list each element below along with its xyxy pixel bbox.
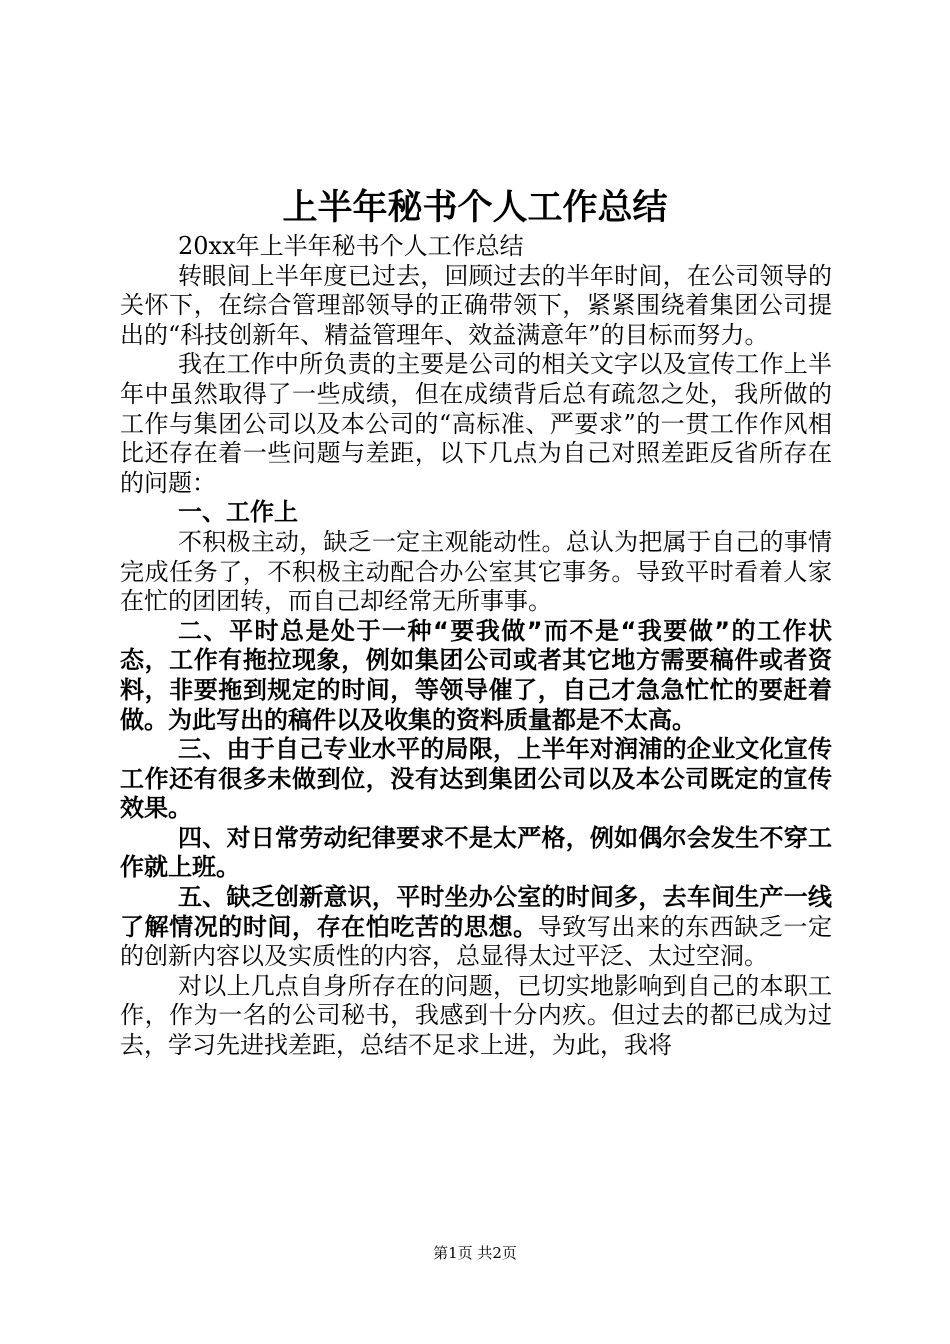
paragraph-initiative: 不积极主动，缺乏一定主观能动性。总认为把属于自己的事情完成任务了，不积极主动配合办公室其它事务。导致平时看着人家在忙的团团转，而自己却经常无所事事。 — [120, 527, 832, 616]
paragraph-intro: 转眼间上半年度已过去，回顾过去的半年时间，在公司领导的关怀下，在综合管理部领导的正确带领下，紧紧围绕着集团公司提出的“科技创新年、精益管理年、效益满意年”的目标而努力。 — [120, 261, 832, 349]
paragraph-conclusion: 对以上几点自身所存在的问题，已切实地影响到自己的本职工作，作为一名的公司秘书，我感到十分内疚。但过去的都已成为过去，学习先进找差距，总结不足求上进，为此，我将 — [120, 971, 832, 1060]
paragraph-subtitle: 20xx年上半年秘书个人工作总结 — [178, 232, 524, 260]
paragraph-responsibilities: 我在工作中所负责的主要是公司的相关文字以及宣传工作上半年中虽然取得了一些成绩，但在成绩背后总有疏忽之处，我所做的工作与集团公司以及本公司的“高标准、严要求”的一贯工作作风相比还存在着一些问题与差距，以下几点为自己对照差距反省所存在的问题： — [120, 350, 832, 497]
point-five-regular-run: 导致写出来的东西缺乏一定的创新内容以及实质性的内容，总显得太过平泛、太过空洞。 — [120, 912, 833, 971]
paragraph-point-four: 四、对日常劳动纪律要求不是太严格，例如偶尔会发生不穿工作就上班。 — [120, 823, 832, 882]
section-heading-work: 一、工作上 — [178, 498, 298, 527]
paragraph-point-five — [120, 883, 832, 972]
point-five-bold-run: 五、缺乏创新意识，平时坐办公室的时间多，去车间生产一线了解情况的时间，存在怕吃苦的思想。 — [120, 883, 832, 941]
page-footer: 第1页 共2页 — [433, 1244, 517, 1262]
paragraph-point-two: 二、平时总是处于一种“要我做”而不是“我要做”的工作状态，工作有拖拉现象，例如集团公司或者其它地方需要稿件或者资料，非要拖到规定的时间，等领导催了，自己才急急忙忙的要赶着做。为此写出的稿件以及收集的资料质量都是不太高。 — [120, 616, 832, 734]
document-title: 上半年秘书个人工作总结 — [282, 187, 668, 228]
document-body — [120, 232, 832, 1061]
paragraph-point-three: 三、由于自己专业水平的局限，上半年对润浦的企业文化宣传工作还有很多未做到位，没有达到集团公司以及本公司既定的宣传效果。 — [120, 735, 832, 823]
